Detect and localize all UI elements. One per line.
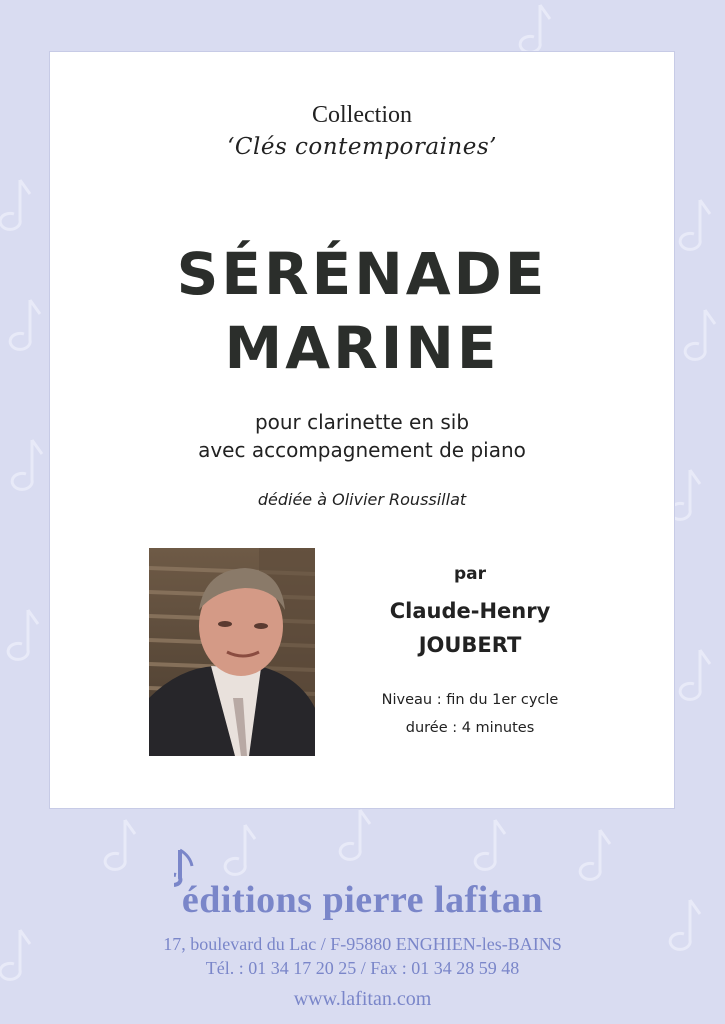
collection-name: ‘Clés contemporaines’ xyxy=(227,134,497,160)
composer-last-name: JOUBERT xyxy=(418,633,522,657)
publisher-name: éditions pierre lafitan xyxy=(181,879,544,921)
composer-first-name: Claude-Henry xyxy=(389,599,551,623)
collection-label: Collection xyxy=(312,102,412,128)
cover-panel xyxy=(50,52,674,808)
title-line-2: MARINE xyxy=(224,314,500,382)
by-label: par xyxy=(453,564,487,584)
publisher-website: www.lafitan.com xyxy=(293,988,432,1010)
dedication: dédiée à Olivier Roussillat xyxy=(257,490,467,509)
publisher-phone-fax: Tél. : 01 34 17 20 25 / Fax : 01 34 28 59 48 xyxy=(205,958,520,978)
subtitle-accompaniment: avec accompagnement de piano xyxy=(198,438,526,462)
difficulty-level: Niveau : fin du 1er cycle xyxy=(381,692,559,708)
duration: durée : 4 minutes xyxy=(405,720,535,736)
publisher-address: 17, boulevard du Lac / F-95880 ENGHIEN-les-BAINS xyxy=(163,934,562,954)
composer-photo xyxy=(149,548,315,756)
subtitle-instrument: pour clarinette en sib xyxy=(254,410,470,434)
title-line-1: SÉRÉNADE xyxy=(176,240,548,308)
